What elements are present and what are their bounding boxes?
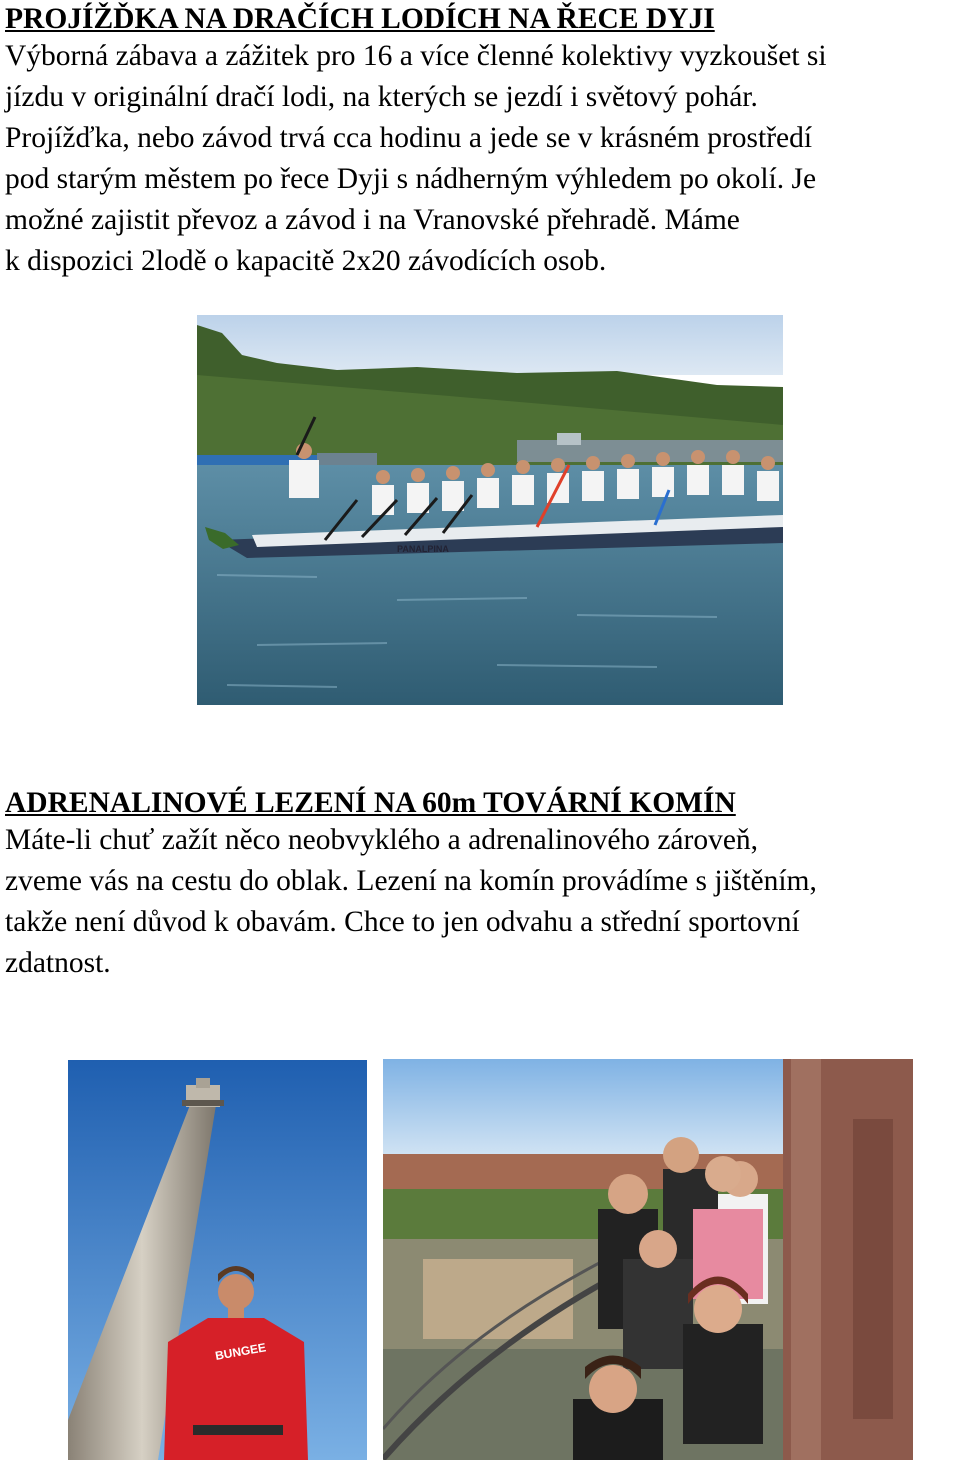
text-line: Projížďka, nebo závod trvá cca hodinu a jede se v krásném prostředí [5,122,813,154]
text-line: Výborná zábava a zážitek pro 16 a více členné kolektivy vyzkoušet si [5,40,827,72]
text-line: jízdu v originální dračí lodi, na kterých se jezdí i světový pohár. [5,81,758,113]
chimney-climbing-heading: ADRENALINOVÉ LEZENÍ NA 60m TOVÁRNÍ KOMÍN [5,787,736,819]
chimney-top-group-photo [383,1059,913,1460]
section-chimney-climbing [5,786,955,984]
svg-text:PANALPINA: PANALPINA [397,544,449,554]
text-line: možné zajistit převoz a závod i na Vranovské přehradě. Máme [5,204,740,236]
text-line: takže není důvod k obavám. Chce to jen odvahu a střední sportovní [5,906,800,938]
chimney-climber-photo [68,1060,367,1460]
dragon-boats-text [5,36,955,282]
chimney-climbing-text [5,820,955,984]
dragon-boats-heading: PROJÍŽĎKA NA DRAČÍCH LODÍCH NA ŘECE DYJI [5,3,715,35]
text-line: pod starým městem po řece Dyji s nádherným výhledem po okolí. Je [5,163,817,195]
text-line: zveme vás na cestu do oblak. Lezení na komín provádíme s jištěním, [5,865,817,897]
text-line: Máte-li chuť zažít něco neobvyklého a adrenalinového zároveň, [5,824,759,856]
section-dragon-boats [5,2,955,282]
text-line: zdatnost. [5,947,111,979]
shirt-lettering: BUNGEE [214,1340,268,1363]
text-line: k dispozici 2lodě o kapacitě 2x20 závodících osob. [5,245,607,277]
dragon-boat-photo [197,315,783,705]
